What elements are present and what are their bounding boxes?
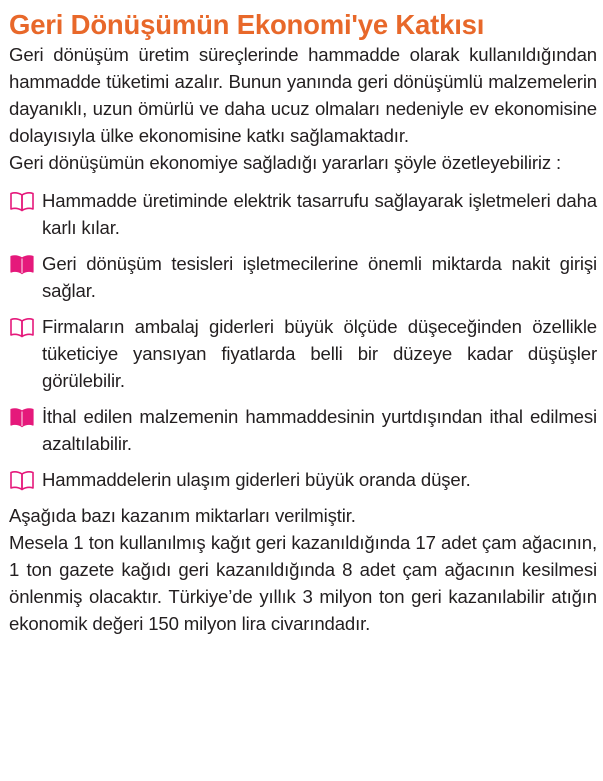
document-page: [9, 0, 597, 637]
list-item: [9, 187, 597, 241]
list-item: [9, 403, 597, 457]
list-item: [9, 466, 597, 493]
book-filled-icon: [9, 406, 35, 428]
list-item: [9, 250, 597, 304]
benefits-list: [9, 187, 597, 493]
examples-lead-paragraph: Aşağıda bazı kazanım miktarları verilmiştir.: [9, 505, 356, 526]
benefit-text: İthal edilen malzemenin hammaddesinin yurtdışından ithal edilmesi azaltılabilir.: [42, 406, 597, 454]
benefit-text: Hammadde üretiminde elektrik tasarrufu sağlayarak işletmeleri daha karlı kılar.: [42, 190, 597, 238]
book-outline-icon: [9, 316, 35, 338]
list-item: [9, 313, 597, 394]
benefit-text: Hammaddelerin ulaşım giderleri büyük oranda düşer.: [42, 469, 471, 490]
book-outline-icon: [9, 190, 35, 212]
book-filled-icon: [9, 253, 35, 275]
book-outline-icon: [9, 469, 35, 491]
intro-paragraph: Geri dönüşüm üretim süreçlerinde hammadde olarak kullanıldığından hammadde tüketimi azalır. Bunun yanında geri dönüşümlü malzemelerin dayanıklı, uzun ömürlü ve daha ucuz olmaları nedeniyle ev ekonomisine dolayısıyla ülke ekonomisine katkı sağlamaktadır.: [9, 44, 597, 146]
benefit-text: Firmaların ambalaj giderleri büyük ölçüde düşeceğinden özellikle tüketiciye yansıyan fiyatlarda belli bir düzeye kadar düşüşler görülebilir.: [42, 316, 597, 391]
benefit-text: Geri dönüşüm tesisleri işletmecilerine önemli miktarda nakit girişi sağlar.: [42, 253, 597, 301]
page-title: Geri Dönüşümün Ekonomi'ye Katkısı: [9, 9, 485, 40]
examples-paragraph: Mesela 1 ton kullanılmış kağıt geri kazanıldığında 17 adet çam ağacının, 1 ton gazete kağıdı geri kazanıldığında 8 adet çam ağacının kesilmesi önlenmiş olacaktır. Türkiye’de yıllık 3 milyon ton geri kazanılabilir atığın ekonomik değeri 150 milyon lira civarındadır.: [9, 532, 597, 634]
benefits-lead-paragraph: Geri dönüşümün ekonomiye sağladığı yararları şöyle özetleyebiliriz :: [9, 152, 562, 173]
